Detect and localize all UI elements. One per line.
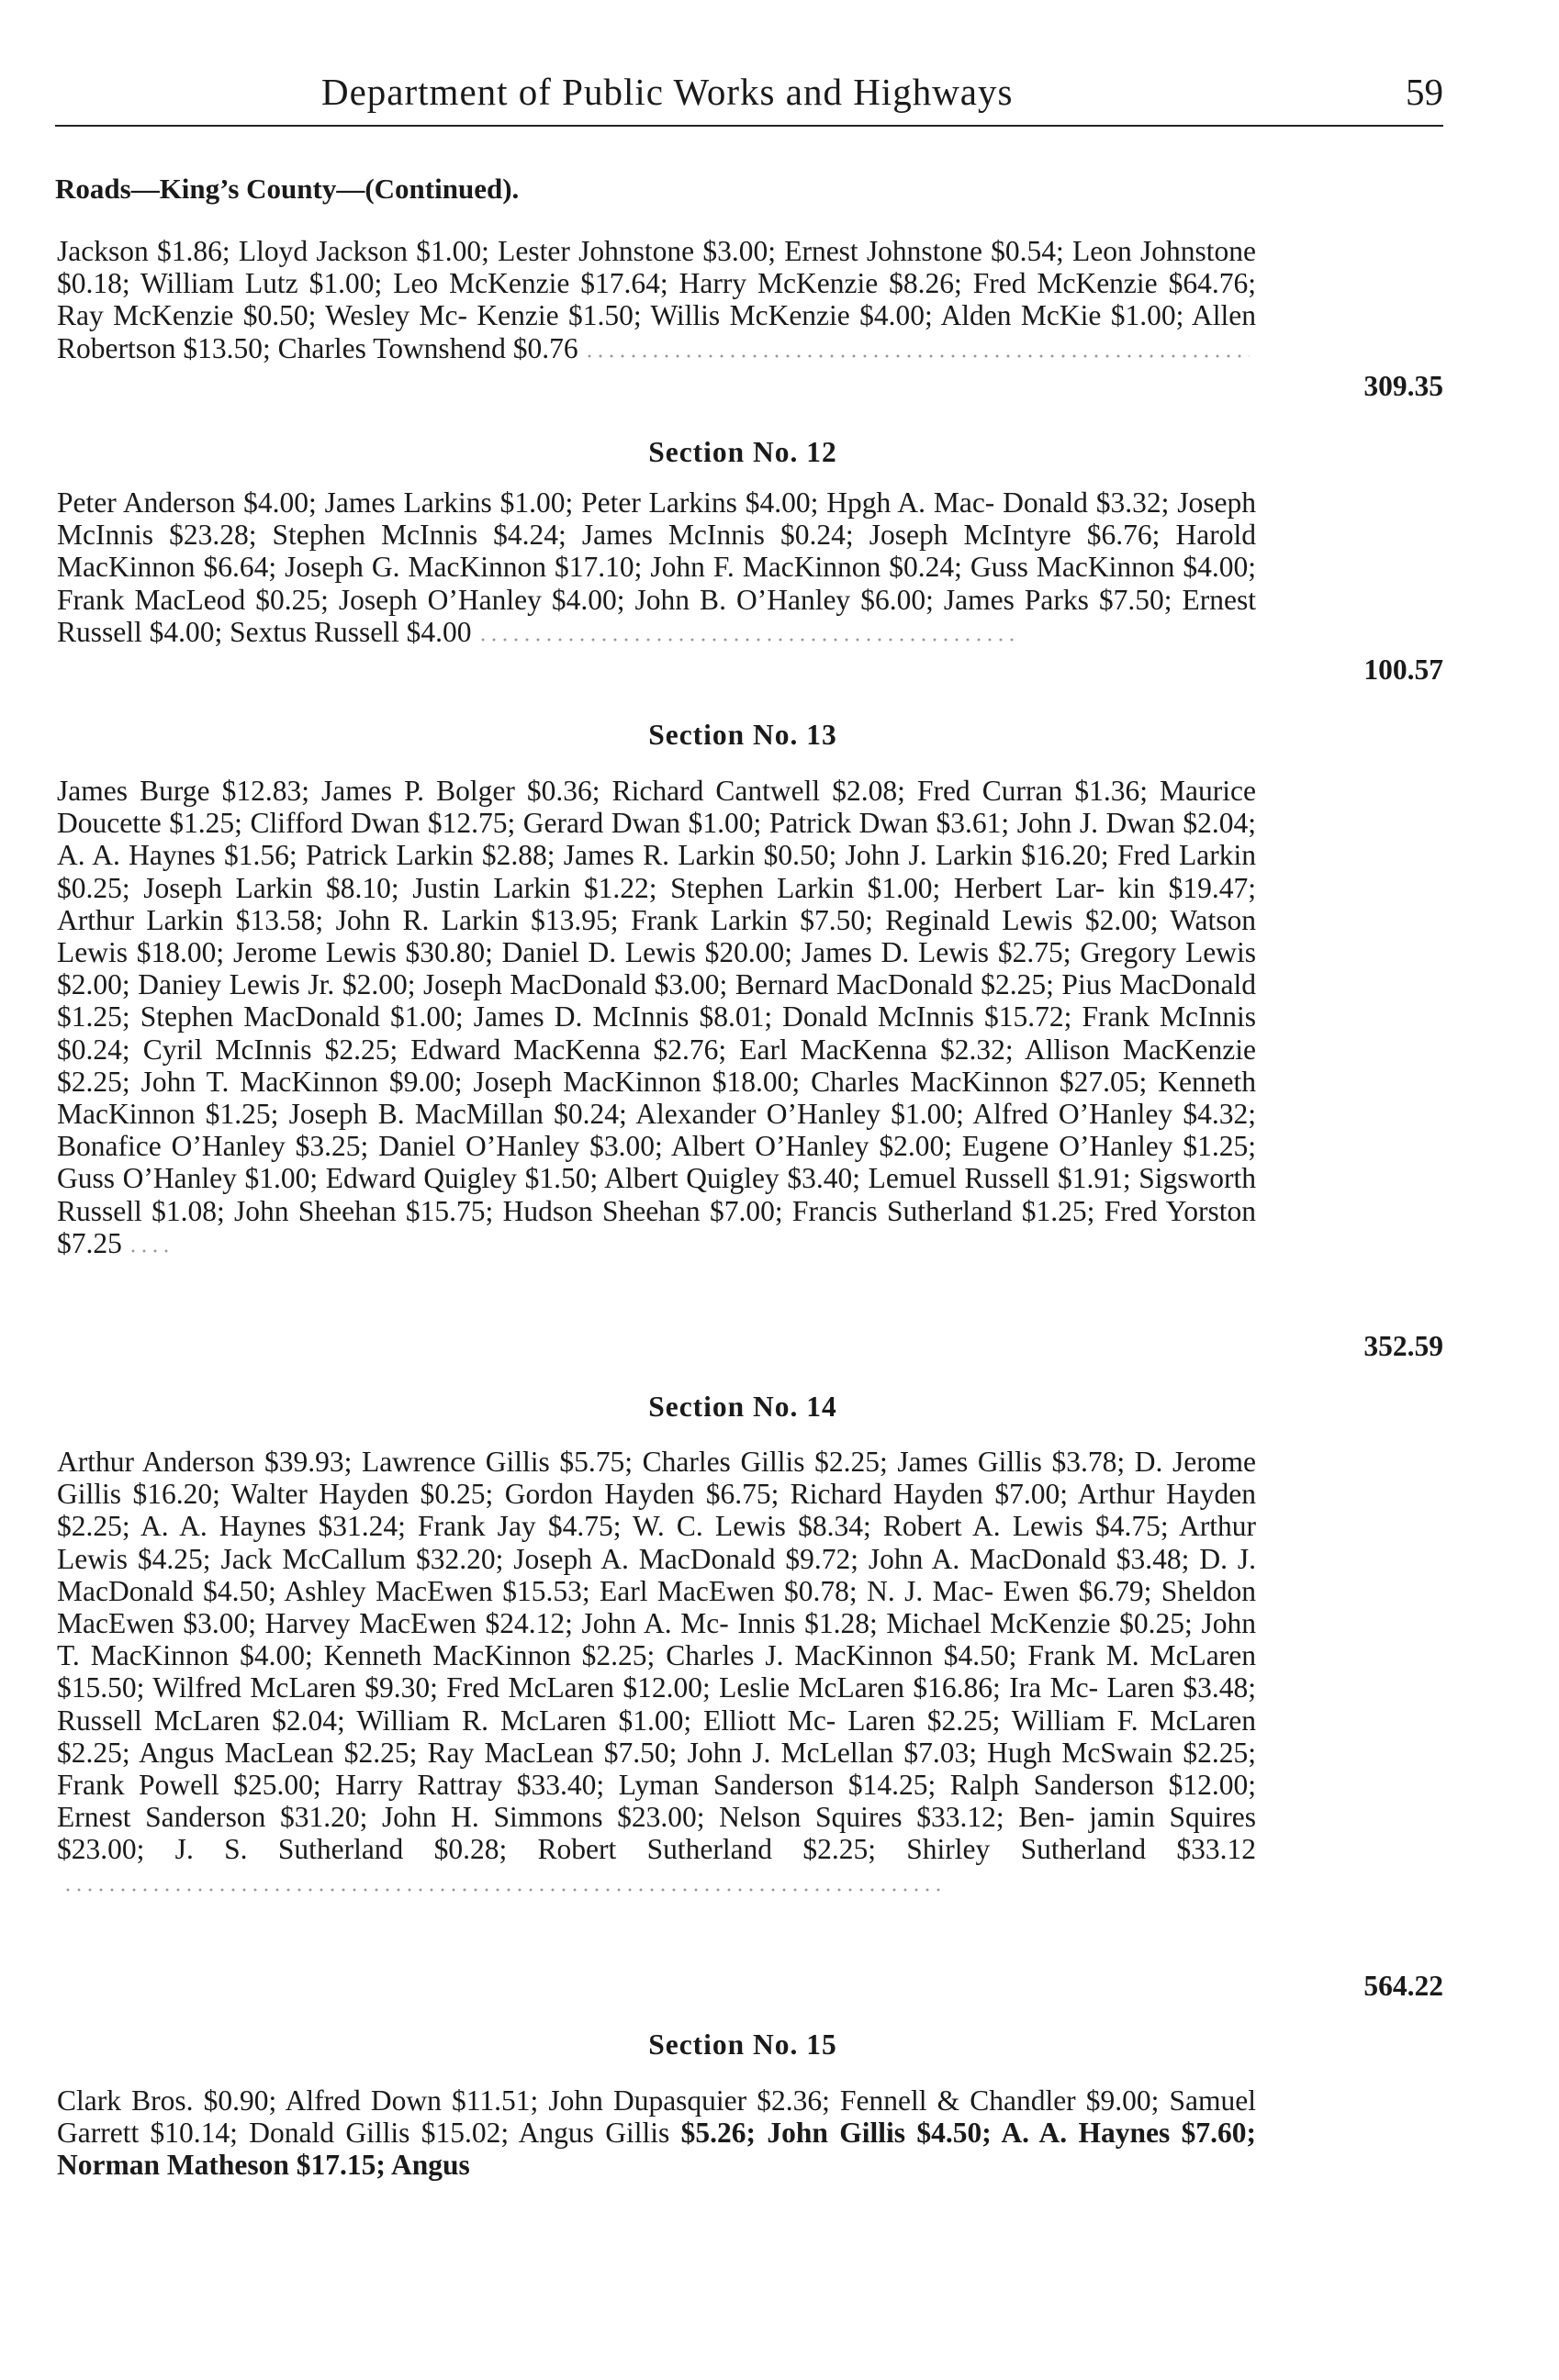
section-heading-text: Section No. 15 [648, 2028, 837, 2061]
paragraph-text: James Burge $12.83; James P. Bolger $0.36; Richard Cantwell $2.08; Fred Curran $1.36; Maurice Doucette $1.25; Clifford Dwan $12.75; Gerard Dwan $1.00; Patrick Dwan $3.61; John J. Dwan $2.04; A. A. Haynes $1.56; Patrick Larkin $2.88; James R. Larkin $0.50; John J. Larkin $16.20; Fred Larkin $0.25; Joseph Larkin $8.10; Justin Larkin $1.22; Stephen Larkin $1.00; Herbert Lar- kin $19.47; Arthur Larkin $13.58; John R. Larkin $13.95; Frank Larkin $7.50; Reginald Lewis $2.00; Watson Lewis $18.00; Jerome Lewis $30.80; Daniel D. Lewis $20.00; James D. Lewis $2.75; Gregory Lewis $2.00; Daniey Lewis Jr. $2.00; Joseph MacDonald $3.00; Bernard MacDonald $2.25; Pius MacDonald $1.25; Stephen MacDonald $1.00; James D. McInnis $8.01; Donald McInnis $15.72; Frank McInnis $0.24; Cyril McInnis $2.25; Edward MacKenna $2.76; Earl MacKenna $2.32; Allison MacKenzie $2.25; John T. MacKinnon $9.00; Joseph MacKinnon $18.00; Charles MacKinnon $27.05; Kenneth MacKinnon $1.25; Joseph B. MacMillan $0.24; Alexander O’Hanley $1.00; Alfred O’Hanley $4.32; Bonafice O’Hanley $3.25; Daniel O’Hanley $3.00; Albert O’Hanley $2.00; Eugene O’Hanley $1.25; Guss O’Hanley $1.00; Edward Quigley $1.50; Albert Quigley $3.40; Lemuel Russell $1.91; Sigsworth Russell $1.08; John Sheehan $15.75; Hudson Sheehan $7.00; Francis Sutherland $1.25; Fred Yorston $7.25 [57, 775, 1256, 1259]
section-total: 100.57 [1363, 654, 1443, 686]
section-heading-text: Section No. 12 [648, 436, 837, 468]
payment-paragraph-continued [57, 235, 1256, 364]
dot-leader [62, 1888, 944, 1892]
section-heading [0, 1391, 1559, 1424]
section-total: 309.35 [1363, 370, 1443, 402]
dot-leader [128, 1249, 174, 1253]
running-header [55, 70, 1443, 127]
continued-heading: Roads—King’s County—(Continued). [55, 173, 520, 205]
section-total: 352.59 [1363, 1330, 1443, 1362]
paragraph-text: Peter Anderson $4.00; James Larkins $1.00; Peter Larkins $4.00; Hpgh A. Mac- Donald $3.32; Joseph McInnis $23.28; Stephen McInnis $4.24; James McInnis $0.24; Joseph McIntyre $6.76; Harold MacKinnon $6.64; Joseph G. MacKinnon $17.10; John F. MacKinnon $0.24; Guss MacKinnon $4.00; Frank MacLeod $0.25; Joseph O’Hanley $4.00; John B. O’Hanley $6.00; James Parks $7.50; Ernest Russell $4.00; Sextus Russell $4.00 [57, 486, 1256, 648]
payment-paragraph [57, 1446, 1256, 1898]
section-heading-text: Section No. 13 [648, 719, 837, 751]
payment-paragraph [57, 2084, 1256, 2182]
section-heading [0, 719, 1559, 752]
payment-paragraph [57, 775, 1256, 1259]
page-number: 59 [1406, 71, 1443, 113]
paragraph-text: Arthur Anderson $39.93; Lawrence Gillis $5.75; Charles Gillis $2.25; James Gillis $3.78; D. Jerome Gillis $16.20; Walter Hayden $0.25; Gordon Hayden $6.75; Richard Hayden $7.00; Arthur Hayden $2.25; A. A. Haynes $31.24; Frank Jay $4.75; W. C. Lewis $8.34; Robert A. Lewis $4.75; Arthur Lewis $4.25; Jack McCallum $32.20; Joseph A. MacDonald $9.72; John A. MacDonald $3.48; D. J. MacDonald $4.50; Ashley MacEwen $15.53; Earl MacEwen $0.78; N. J. Mac- Ewen $6.79; Sheldon MacEwen $3.00; Harvey MacEwen $24.12; John A. Mc- Innis $1.28; Michael McKenzie $0.25; John T. MacKinnon $4.00; Kenneth MacKinnon $2.25; Charles J. MacKinnon $4.50; Frank M. McLaren $15.50; Wilfred McLaren $9.30; Fred McLaren $12.00; Leslie McLaren $16.86; Ira Mc- Laren $3.48; Russell McLaren $2.04; William R. McLaren $1.00; Elliott Mc- Laren $2.25; William F. McLaren $2.25; Angus MacLean $2.25; Ray MacLean $7.50; John J. McLellan $7.03; Hugh McSwain $2.25; Frank Powell $25.00; Harry Rattray $33.40; Lyman Sanderson $14.25; Ralph Sanderson $12.00; Ernest Sanderson $31.20; John H. Simmons $23.00; Nelson Squires $33.12; Ben- jamin Squires $23.00; J. S. Sutherland $0.28; Robert Sutherland $2.25; Shirley Sutherland $33.12 [57, 1446, 1256, 1866]
dot-leader [584, 354, 1250, 358]
section-total: 564.22 [1363, 1970, 1443, 2002]
section-heading [0, 436, 1559, 469]
paragraph-text-bold: $5.26; John Gillis $4.50; A. A. Haynes $7.60; Norman Matheson $17.15; Angus [57, 2117, 1256, 2182]
payment-paragraph [57, 486, 1256, 648]
paragraph-text: Jackson $1.86; Lloyd Jackson $1.00; Lester Johnstone $3.00; Ernest Johnstone $0.54; Leon Johnstone $0.18; William Lutz $1.00; Leo McKenzie $17.64; Harry McKenzie $8.26; Fred McKenzie $64.76; Ray McKenzie $0.50; Wesley Mc- Kenzie $1.50; Willis McKenzie $4.00; Alden McKie $1.00; Allen Robertson $13.50; Charles Townshend $0.76 [57, 235, 1256, 364]
dot-leader [477, 638, 1015, 642]
section-heading [0, 2028, 1559, 2062]
running-title: Department of Public Works and Highways [321, 71, 1014, 113]
paragraph-text: Clark Bros. $0.90; Alfred Down $11.51; John Dupasquier $2.36; Fennell & Chandler $9.00; Samuel Garrett $10.14; Donald Gillis $15.02; Angus Gillis [57, 2084, 1256, 2150]
section-heading-text: Section No. 14 [648, 1391, 837, 1423]
